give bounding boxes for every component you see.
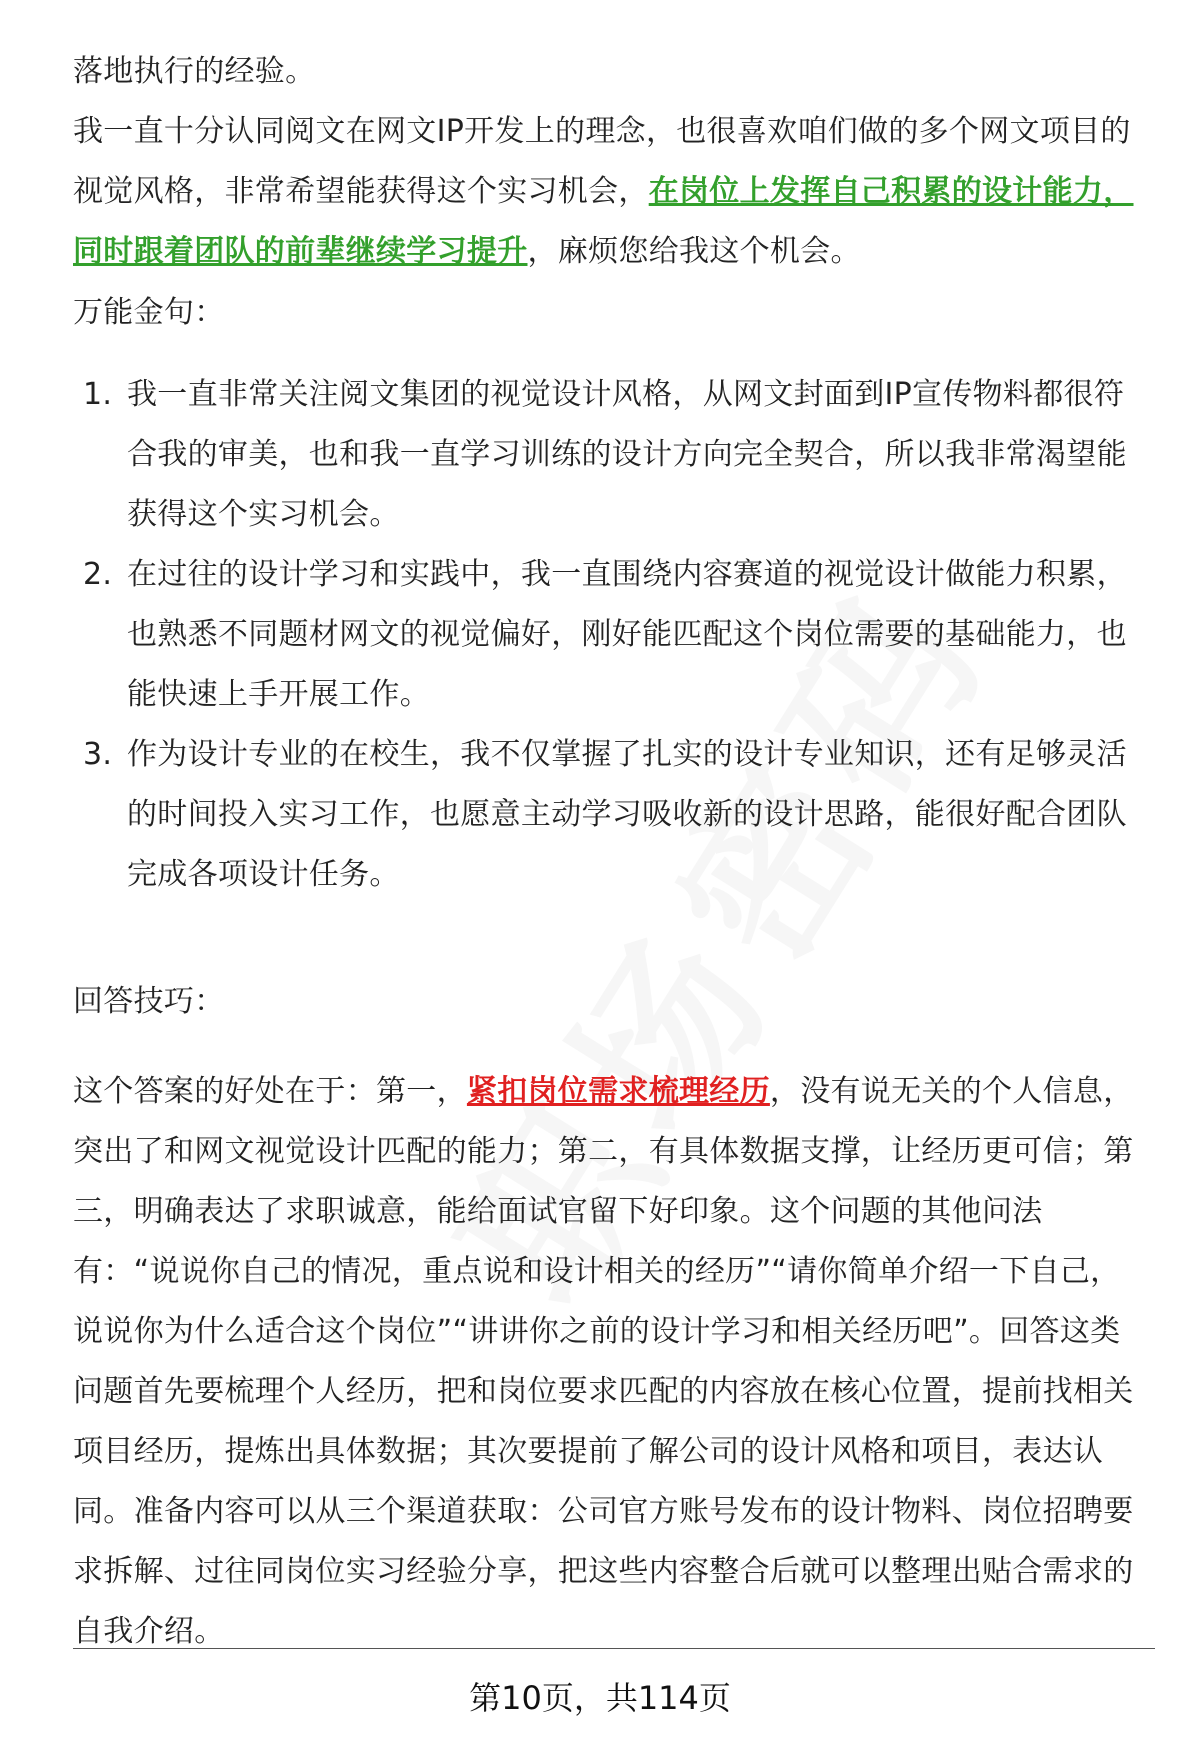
- list-item: [73, 725, 1148, 905]
- list-item-number: 1.: [83, 377, 113, 412]
- paragraph-intro: [73, 102, 1148, 282]
- list-item-number: 2.: [83, 557, 113, 592]
- paragraph-intro-end: ，麻烦您给我这个机会。: [527, 234, 861, 269]
- list-item-text: 在过往的设计学习和实践中，我一直围绕内容赛道的视觉设计做能力积累，也熟悉不同题材网文的视觉偏好，刚好能匹配这个岗位需要的基础能力，也能快速上手开展工作。: [127, 557, 1127, 712]
- paragraph-answer-tips: [73, 1062, 1148, 1662]
- paragraph-intro-text: 我一直十分认同阅文在网文IP开发上的理念，也很喜欢咱们做的多个网文项目的视觉风格，非常希望能获得这个实习机会，: [73, 114, 1131, 209]
- golden-sentence-list: [73, 365, 1148, 905]
- highlight-red-text: 紧扣岗位需求梳理经历: [466, 1074, 770, 1109]
- list-item: [73, 545, 1148, 725]
- paragraph-continuation: 落地执行的经验。: [73, 54, 316, 89]
- list-item-number: 3.: [83, 737, 113, 772]
- page-number: 第10页，共114页: [469, 1679, 731, 1717]
- highlight-green-text: 在岗位上发挥自己积累的设计能力，同时跟着团队的前辈继续学习提升: [73, 174, 1134, 269]
- section-heading-golden-sentences: 万能金句：: [73, 295, 225, 330]
- list-item: [73, 365, 1148, 545]
- list-item-text: 作为设计专业的在校生，我不仅掌握了扎实的设计专业知识，还有足够灵活的时间投入实习工作，也愿意主动学习吸收新的设计思路，能很好配合团队完成各项设计任务。: [127, 737, 1127, 892]
- paragraph-tips-rest: ，没有说无关的个人信息，突出了和网文视觉设计匹配的能力；第二，有具体数据支撑，让经历更可信；第三，明确表达了求职诚意，能给面试官留下好印象。这个问题的其他问法有：“说说你自己的情况，重点说和设计相关的经历”“请你简单介绍一下自己，说说你为什么适合这个岗位”“讲讲你之前的设计学习和相关经历吧”。回答这类问题首先要梳理个人经历，把和岗位要求匹配的内容放在核心位置，提前找相关项目经历，提炼出具体数据；其次要提前了解公司的设计风格和项目，表达认同。准备内容可以从三个渠道获取：公司官方账号发布的设计物料、岗位招聘要求拆解、过往同岗位实习经验分享，把这些内容整合后就可以整理出贴合需求的自我介绍。: [73, 1074, 1134, 1649]
- list-item-text: 我一直非常关注阅文集团的视觉设计风格，从网文封面到IP宣传物料都很符合我的审美，也和我一直学习训练的设计方向完全契合，所以我非常渴望能获得这个实习机会。: [127, 377, 1127, 532]
- section-heading-answer-tips: 回答技巧：: [73, 984, 225, 1019]
- paragraph-tips-text: 这个答案的好处在于：第一，: [73, 1074, 467, 1109]
- footer-divider: [73, 1648, 1155, 1649]
